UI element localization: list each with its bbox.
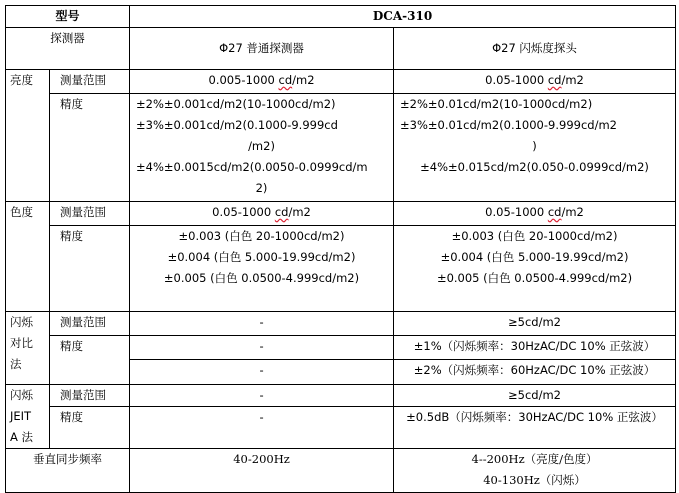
flicker-jeita-accuracy-row — [6, 407, 676, 449]
flicker-jeita-range-label: 测量范围 — [50, 385, 130, 407]
chromaticity-accuracy-a — [130, 226, 394, 312]
chromaticity-acc-line: ±0.005 (白色 0.0500-4.999cd/m2) — [436, 271, 633, 285]
flicker-contrast-accuracy-row — [6, 336, 676, 360]
flicker-jeita-range-row — [6, 385, 676, 407]
chromaticity-accuracy-row — [6, 226, 676, 312]
model-row — [6, 6, 676, 28]
luminance-range-label: 测量范围 — [50, 70, 130, 94]
luminance-acc-b-line: ±3%±0.01cd/m2(0.1000-9.999cd/m2 — [400, 118, 617, 132]
vsync-value-b: 4--200Hz（亮度/色度） 40-130Hz（闪烁） — [394, 449, 676, 493]
chromaticity-range-a: 0.05-1000 cd/m2 — [130, 202, 394, 226]
flicker-contrast-label: 闪烁 对比 法 — [6, 312, 50, 385]
flicker-contrast-range-row — [6, 312, 676, 336]
luminance-acc-b-line: ±4%±0.015cd/m2(0.050-0.0999cd/m2) — [420, 160, 649, 174]
chromaticity-acc-line: ±0.004 (白色 5.000-19.99cd/m2) — [167, 250, 356, 264]
luminance-range-a: 0.005-1000 cd/m2 — [130, 70, 394, 94]
flicker-contrast-acc-b1: ±1%（闪烁频率：30HzAC/DC 10% 正弦波） — [394, 336, 676, 360]
flicker-jeita-label: 闪烁 JEIT A 法 — [6, 385, 50, 449]
luminance-accuracy-label: 精度 — [50, 94, 130, 202]
luminance-acc-a-line: /m2) — [248, 139, 275, 153]
luminance-range-row — [6, 70, 676, 94]
chromaticity-acc-line: ±0.004 (白色 5.000-19.99cd/m2) — [440, 250, 629, 264]
flicker-contrast-accuracy-label: 精度 — [50, 336, 130, 385]
chromaticity-range-label: 测量范围 — [50, 202, 130, 226]
flicker-contrast-acc-a2: - — [130, 360, 394, 385]
flicker-jeita-acc-b: ±0.5dB（闪烁频率：30HzAC/DC 10% 正弦波） — [394, 407, 676, 449]
model-label: 型号 — [6, 6, 130, 28]
spec-table — [5, 5, 676, 493]
flicker-contrast-acc-a1: - — [130, 336, 394, 360]
flicker-contrast-range-a: - — [130, 312, 394, 336]
luminance-acc-a-line: ±4%±0.0015cd/m2(0.0050-0.0999cd/m — [136, 160, 368, 174]
flicker-jeita-range-a: - — [130, 385, 394, 407]
chromaticity-range-b: 0.05-1000 cd/m2 — [394, 202, 676, 226]
detector-col-a: Φ27 普通探测器 — [130, 28, 394, 70]
flicker-jeita-acc-a: - — [130, 407, 394, 449]
detector-label: 探测器 — [6, 28, 130, 70]
luminance-accuracy-b — [394, 94, 676, 202]
luminance-acc-a-line: 2) — [255, 181, 268, 195]
detector-row — [6, 28, 676, 70]
model-value: DCA-310 — [130, 6, 676, 28]
chromaticity-range-row — [6, 202, 676, 226]
chromaticity-acc-line: ±0.005 (白色 0.0500-4.999cd/m2) — [163, 271, 360, 285]
chromaticity-acc-line: ±0.003 (白色 20-1000cd/m2) — [178, 229, 345, 243]
vsync-label: 垂直同步频率 — [6, 449, 130, 493]
luminance-accuracy-a — [130, 94, 394, 202]
chromaticity-acc-line: ±0.003 (白色 20-1000cd/m2) — [451, 229, 618, 243]
luminance-acc-a-line: ±3%±0.001cd/m2(0.1000-9.999cd — [136, 118, 338, 132]
luminance-accuracy-row — [6, 94, 676, 202]
detector-col-b: Φ27 闪烁度探头 — [394, 28, 676, 70]
flicker-contrast-acc-b2: ±2%（闪烁频率：60HzAC/DC 10% 正弦波） — [394, 360, 676, 385]
flicker-jeita-range-b: ≥5cd/m2 — [394, 385, 676, 407]
flicker-contrast-range-label: 测量范围 — [50, 312, 130, 336]
luminance-acc-b-line: ±2%±0.01cd/m2(10-1000cd/m2) — [400, 97, 593, 111]
flicker-contrast-range-b: ≥5cd/m2 — [394, 312, 676, 336]
chromaticity-label: 色度 — [6, 202, 50, 312]
chromaticity-accuracy-b — [394, 226, 676, 312]
chromaticity-accuracy-label: 精度 — [50, 226, 130, 312]
vsync-row — [6, 449, 676, 493]
luminance-range-b: 0.05-1000 cd/m2 — [394, 70, 676, 94]
flicker-jeita-accuracy-label: 精度 — [50, 407, 130, 449]
luminance-acc-a-line: ±2%±0.001cd/m2(10-1000cd/m2) — [136, 97, 336, 111]
luminance-acc-b-line: ) — [532, 139, 537, 153]
vsync-value-a: 40-200Hz — [130, 449, 394, 493]
luminance-label: 亮度 — [6, 70, 50, 202]
